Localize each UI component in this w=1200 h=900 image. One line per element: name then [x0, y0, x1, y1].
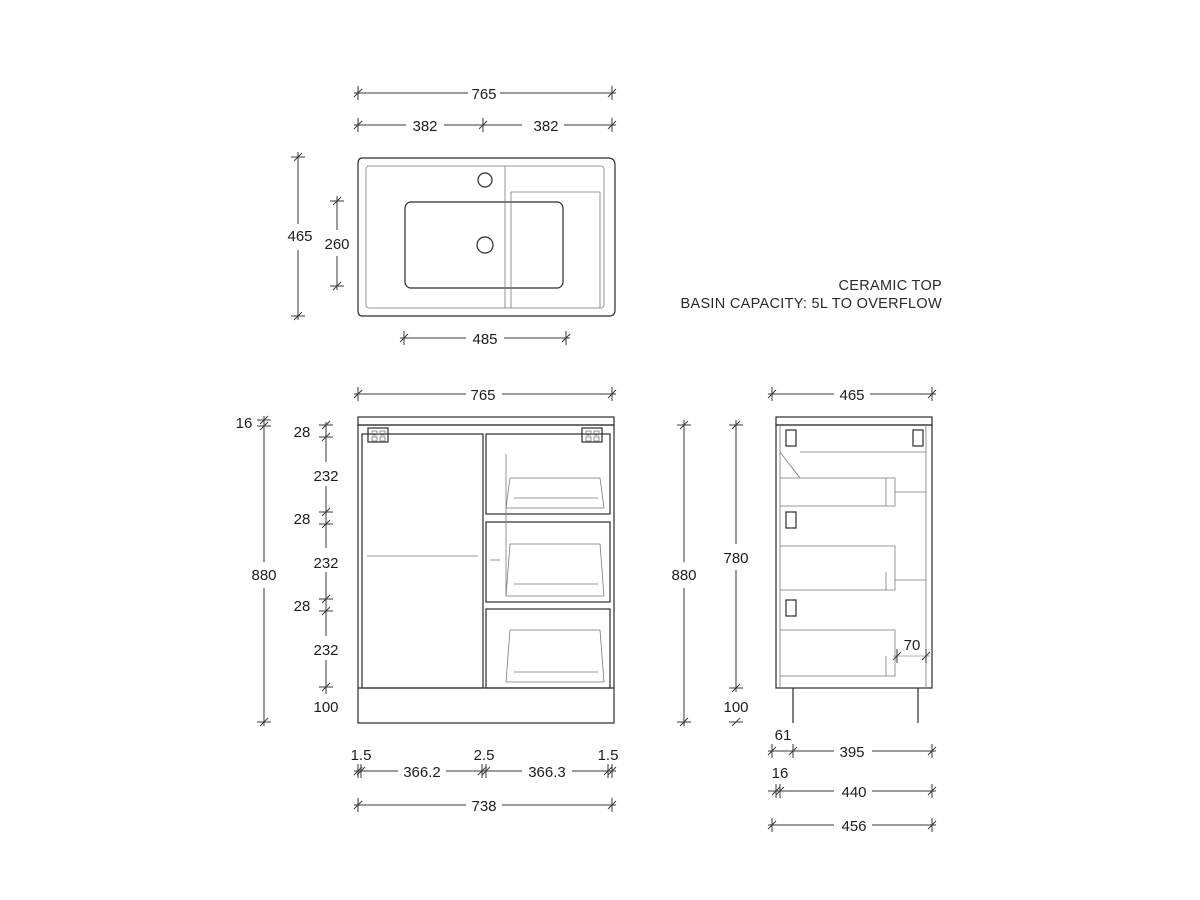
- basin-depth-label: 260: [324, 236, 350, 253]
- bracket-icon: [786, 512, 796, 528]
- bracket-icon: [582, 428, 602, 442]
- rail-2-label: 28: [293, 511, 311, 528]
- back-gap-label: 16: [771, 765, 789, 782]
- plan-width-label: 765: [471, 86, 497, 103]
- tap-hole-icon: [478, 173, 492, 187]
- bracket-icon: [913, 430, 923, 446]
- kick-setback-label: 61: [774, 727, 792, 744]
- basin-depth-dimension: [324, 196, 349, 290]
- notes: [681, 278, 942, 312]
- drawer-stack-dimension: [294, 421, 339, 716]
- front-width-dimension: [354, 387, 616, 404]
- plan-depth-dimension: [287, 152, 312, 320]
- drawer-front-2: [486, 522, 610, 602]
- gap-mid-label: 2.5: [473, 747, 495, 764]
- bracket-icon: [368, 428, 388, 442]
- side-depth-dimension: [768, 387, 936, 404]
- carcass-depth-label: 440: [841, 784, 867, 801]
- top-thickness-label: 16: [235, 415, 253, 432]
- side-elevation: [776, 417, 932, 723]
- basin-width-dimension: [400, 331, 570, 348]
- rail-1-label: 28: [293, 424, 311, 441]
- bracket-icon: [786, 430, 796, 446]
- drawer-depth-label: 395: [839, 744, 865, 761]
- drawer-offset-label: 70: [903, 637, 921, 654]
- side-height-dimension: [671, 420, 696, 726]
- front-view: [236, 387, 619, 815]
- side-view: [671, 387, 936, 835]
- front-kick-label: 100: [313, 699, 339, 716]
- carcass-height-label: 780: [723, 550, 749, 567]
- gap-right-label: 1.5: [597, 747, 619, 764]
- drawer-front-3: [486, 609, 610, 688]
- side-depth-label: 465: [839, 387, 865, 404]
- front-carcass-dimension: [354, 798, 616, 815]
- front-height-label: 880: [251, 567, 277, 584]
- bracket-icon: [786, 600, 796, 616]
- plan-depth-label: 465: [287, 228, 313, 245]
- side-height-label: 880: [671, 567, 697, 584]
- drawer-1-label: 232: [313, 468, 339, 485]
- rail-3-label: 28: [293, 598, 311, 615]
- basin-width-label: 485: [472, 331, 498, 348]
- plan-view: [287, 86, 616, 348]
- note-basin-capacity: BASIN CAPACITY: 5L TO OVERFLOW: [680, 296, 942, 312]
- plan-half-dimension: [354, 118, 616, 135]
- front-height-dimension: [236, 415, 277, 726]
- door-width-label: 366.2: [403, 764, 441, 781]
- side-carcass-height-dimension: [723, 420, 748, 726]
- front-panel-width-dimension: [354, 764, 616, 781]
- front-gap-labels: [351, 747, 619, 764]
- drawer-2-label: 232: [313, 555, 339, 572]
- carcass-width-label: 738: [471, 798, 497, 815]
- front-elevation: [358, 417, 614, 723]
- gap-left-label: 1.5: [350, 747, 372, 764]
- note-ceramic-top: CERAMIC TOP: [838, 278, 942, 294]
- waste-outlet-icon: [477, 237, 493, 253]
- side-kick-label: 100: [723, 699, 749, 716]
- basin-outline: [405, 202, 563, 288]
- body-depth-label: 456: [841, 818, 867, 835]
- side-bottom-dimensions: [768, 727, 936, 835]
- drawer-offset-dimension: [893, 637, 930, 663]
- plan-width-dimension: [354, 86, 616, 103]
- front-width-label: 765: [470, 387, 496, 404]
- plan-half-right-label: 382: [533, 118, 559, 135]
- plan-outline: [358, 158, 615, 316]
- drawer-front-1: [486, 434, 610, 514]
- door-panel: [362, 434, 483, 688]
- drawer-3-label: 232: [313, 642, 339, 659]
- drawer-width-label: 366.3: [528, 764, 566, 781]
- plan-half-left-label: 382: [412, 118, 438, 135]
